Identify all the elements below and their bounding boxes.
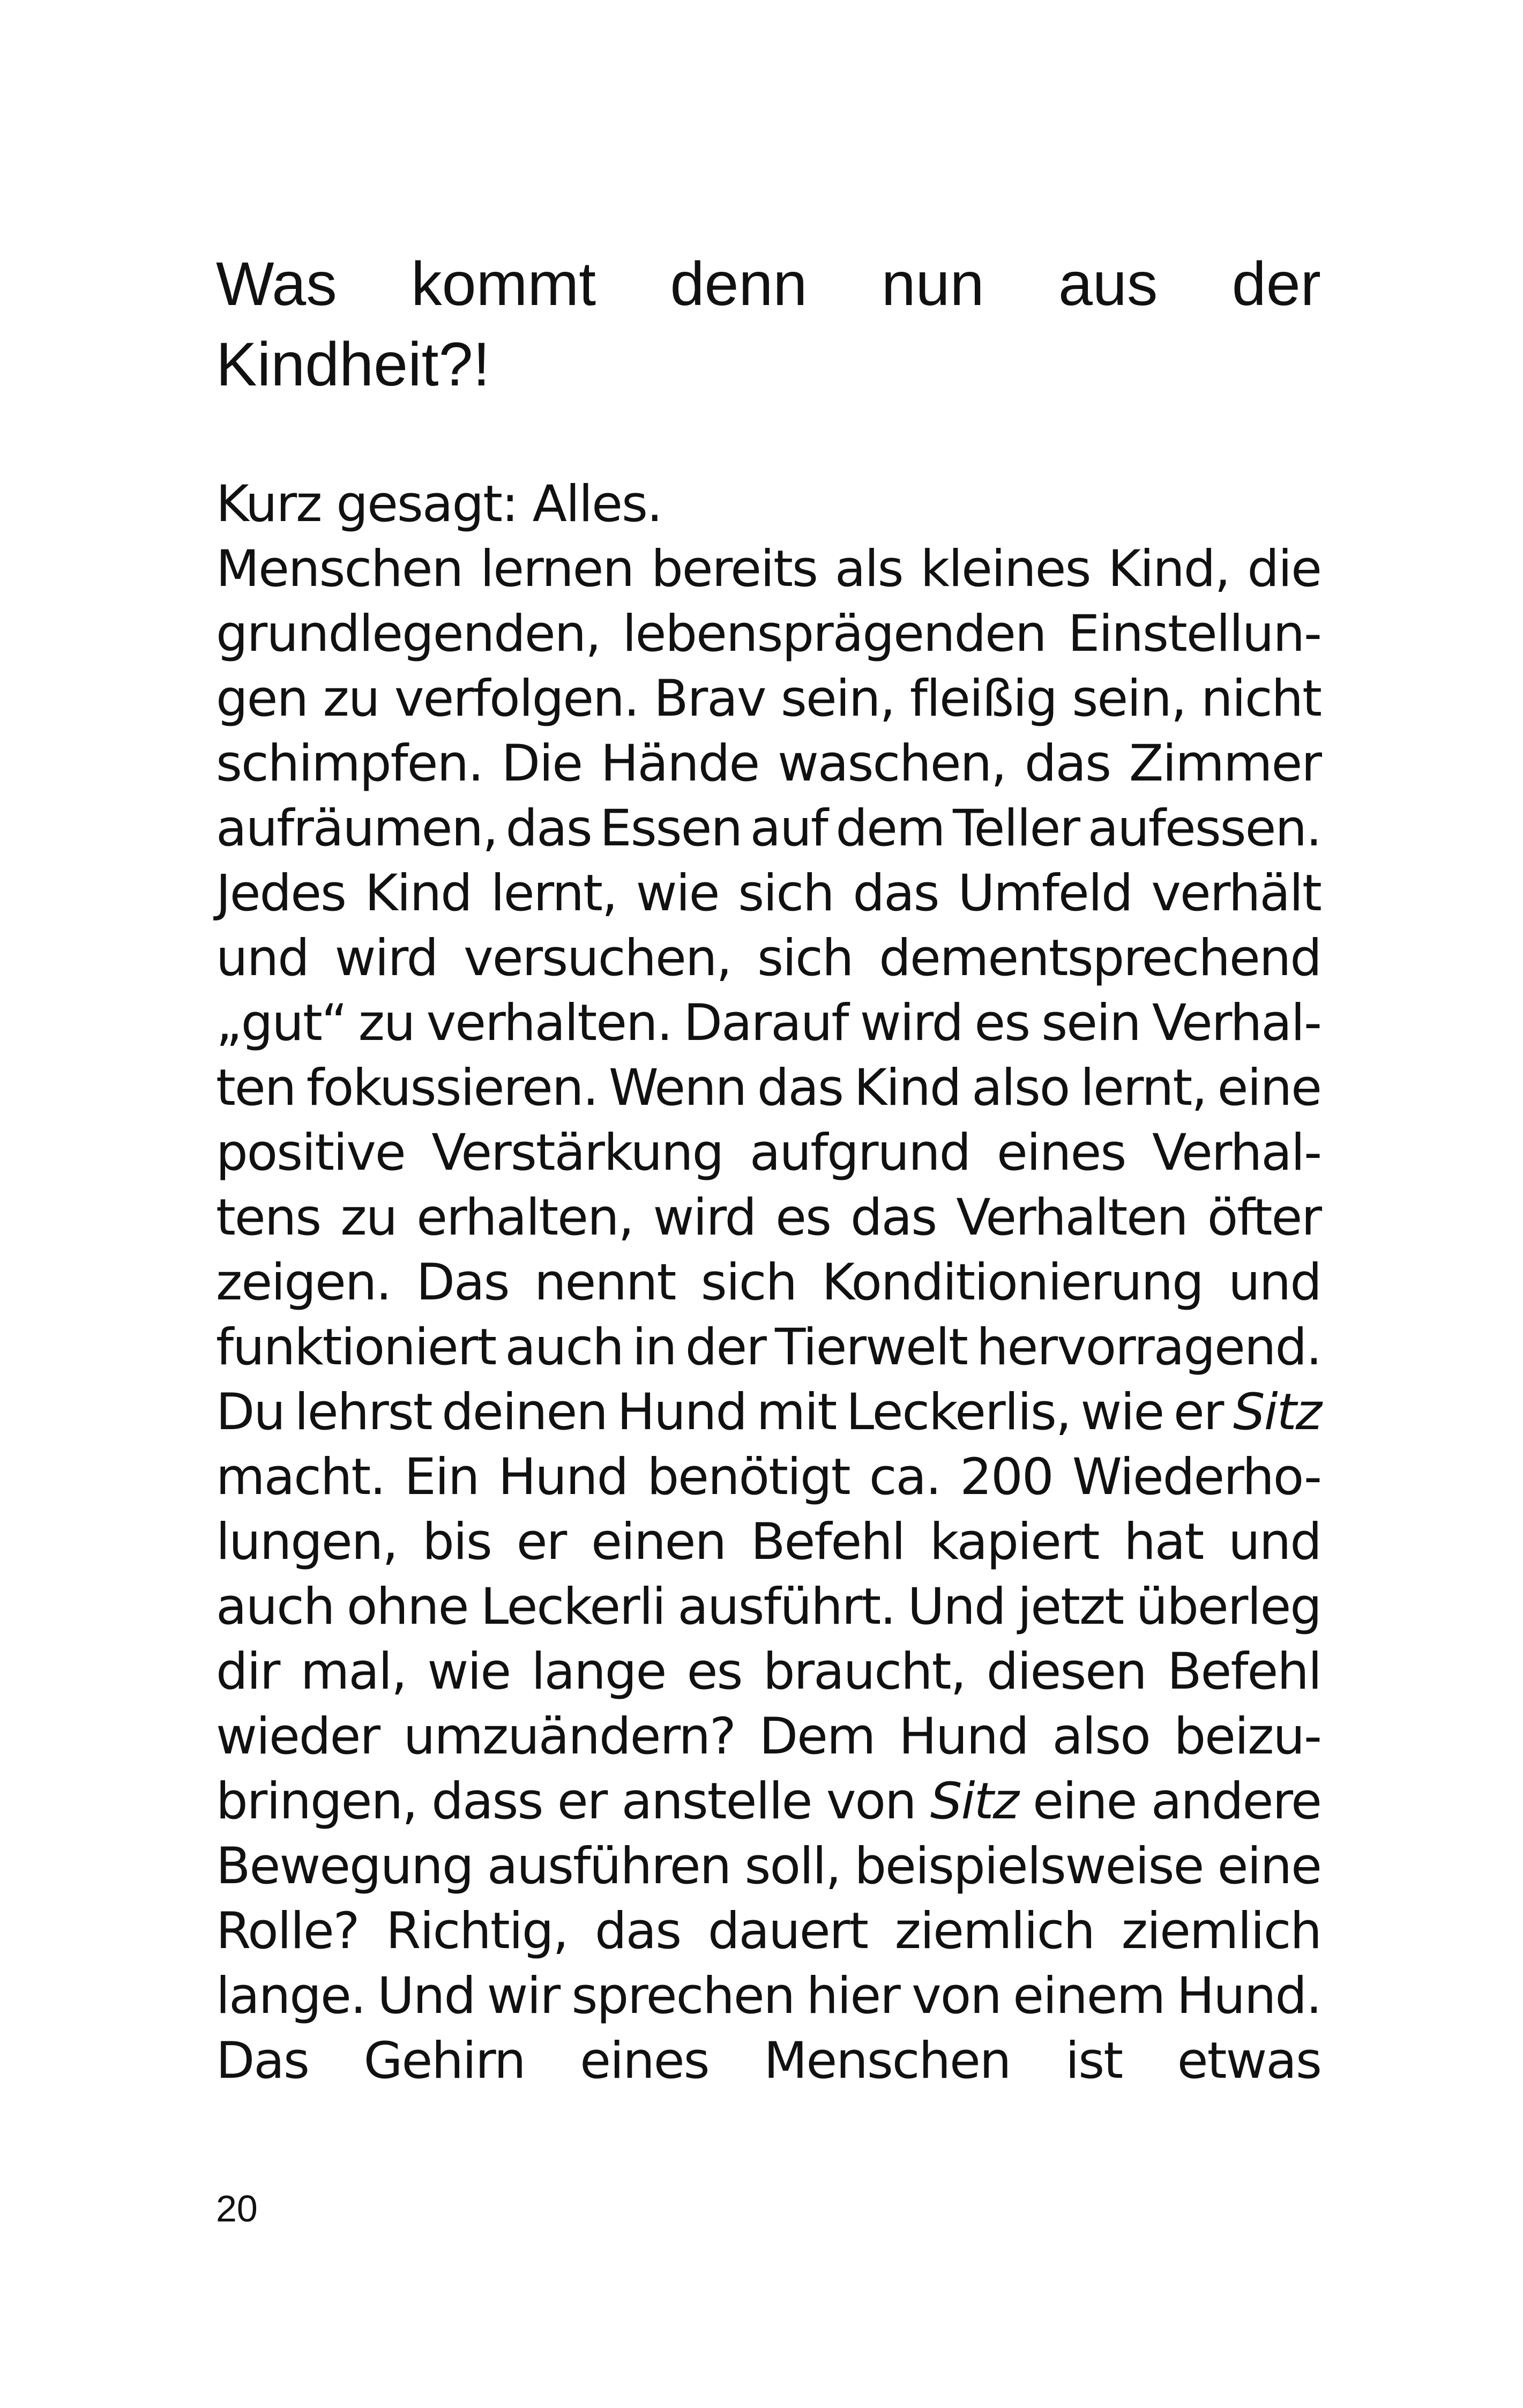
text-line: und wird versuchen, sich dementsprechend xyxy=(216,929,1321,987)
body-text xyxy=(216,472,1321,2093)
text-line: ten fokussieren. Wenn das Kind also lernt, eine xyxy=(216,1059,1321,1117)
text-line: schimpfen. Die Hände waschen, das Zimmer xyxy=(216,734,1321,793)
heading-word: Was xyxy=(216,250,337,318)
heading-word: kommt xyxy=(411,250,596,318)
text-line: grundlegenden, lebensprägenden Einstellun- xyxy=(216,605,1321,663)
text-line: wieder umzuändern? Dem Hund also beizu- xyxy=(216,1707,1321,1766)
text-line: funktioniert auch in der Tierwelt hervorragend. xyxy=(216,1318,1321,1377)
text-line: Bewegung ausführen soll, beispielsweise eine xyxy=(216,1837,1321,1896)
heading-line xyxy=(216,324,1321,405)
chapter-heading xyxy=(216,244,1321,405)
text-line: zeigen. Das nennt sich Konditionierung und xyxy=(216,1253,1321,1312)
text-line: Rolle? Richtig, das dauert ziemlich ziemlich xyxy=(216,1902,1321,1960)
text-line: auch ohne Leckerli ausführt. Und jetzt überleg xyxy=(216,1578,1321,1636)
text-line: Kurz gesagt: Alles. xyxy=(216,475,662,533)
text-line: aufräumen, das Essen auf dem Teller aufessen. xyxy=(216,799,1321,858)
text-line: positive Verstärkung aufgrund eines Verhal- xyxy=(216,1124,1321,1182)
heading-word: aus xyxy=(1058,250,1158,318)
text-line: Du lehrst deinen Hund mit Leckerlis, wie er Sitz xyxy=(216,1383,1321,1441)
text-line: dir mal, wie lange es braucht, diesen Befehl xyxy=(216,1643,1321,1701)
heading-word: nun xyxy=(881,250,984,318)
text-line: lungen, bis er einen Befehl kapiert hat und xyxy=(216,1513,1321,1571)
heading-word: Kindheit?! xyxy=(216,330,490,399)
text-line: „gut“ zu verhalten. Darauf wird es sein Verhal- xyxy=(216,994,1321,1052)
text-line: gen zu verfolgen. Brav sein, fleißig sein, nicht xyxy=(216,670,1321,728)
text-line: tens zu erhalten, wird es das Verhalten öfter xyxy=(216,1188,1321,1247)
text-line: Menschen lernen bereits als kleines Kind, die xyxy=(216,540,1321,598)
text-line: Das Gehirn eines Menschen ist etwas xyxy=(216,2032,1321,2090)
heading-word: denn xyxy=(670,250,808,318)
text-line: Jedes Kind lernt, wie sich das Umfeld verhält xyxy=(216,864,1321,923)
page-number: 20 xyxy=(216,2188,258,2229)
text-line: lange. Und wir sprechen hier von einem Hund. xyxy=(216,1967,1321,2025)
heading-word: der xyxy=(1231,250,1321,318)
text-line: macht. Ein Hund benötigt ca. 200 Wiederho- xyxy=(216,1448,1321,1506)
text-line: bringen, dass er anstelle von Sitz eine andere xyxy=(216,1772,1321,1831)
heading-line xyxy=(216,244,1321,324)
